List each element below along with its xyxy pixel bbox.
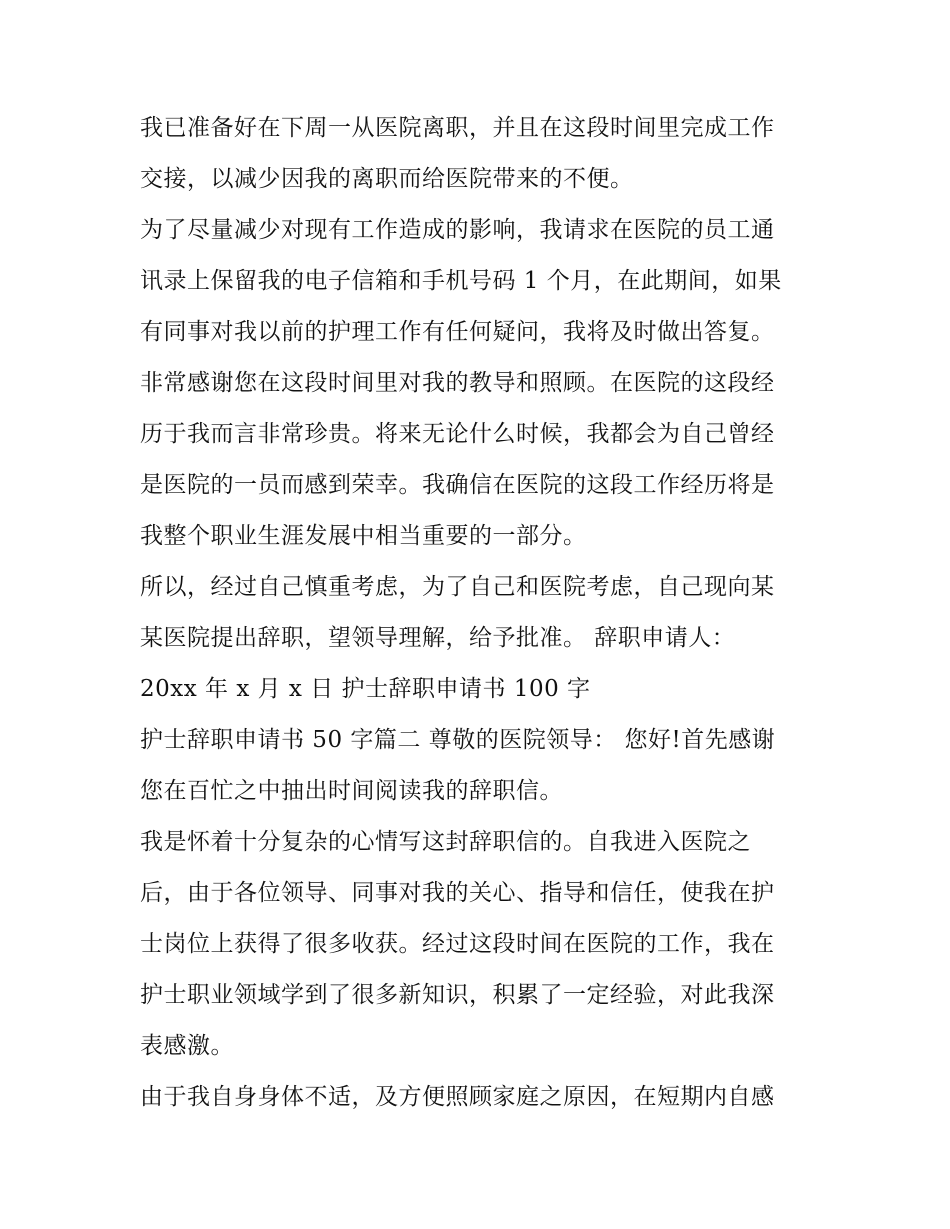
text-line: 我是怀着十分复杂的心情写这封辞职信的。自我进入医院之 <box>140 829 751 855</box>
text-line: 由于我自身身体不适，及方便照顾家庭之原因，在短期内自感 <box>140 1084 775 1110</box>
text-line: 士岗位上获得了很多收获。经过这段时间在医院的工作，我在 <box>140 931 775 957</box>
text-line: 表感激。 <box>140 1033 234 1059</box>
text-line: 讯录上保留我的电子信箱和手机号码 1 个月，在此期间，如果 <box>140 268 782 294</box>
text-line: 护士辞职申请书 50 字篇二 尊敬的医院领导： 您好!首先感谢 <box>140 727 776 753</box>
text-line: 为了尽量减少对现有工作造成的影响，我请求在医院的员工通 <box>140 217 775 243</box>
text-line: 后，由于各位领导、同事对我的关心、指导和信任，使我在护 <box>140 880 775 906</box>
text-line: 所以，经过自己慎重考虑，为了自己和医院考虑，自己现向某 <box>140 574 775 600</box>
text-line: 我整个职业生涯发展中相当重要的一部分。 <box>140 523 587 549</box>
text-line: 您在百忙之中抽出时间阅读我的辞职信。 <box>140 778 563 804</box>
text-line: 我已准备好在下周一从医院离职，并且在这段时间里完成工作 <box>140 115 775 141</box>
document-body <box>140 103 830 1123</box>
text-line: 有同事对我以前的护理工作有任何疑问，我将及时做出答复。 <box>140 319 775 345</box>
text-line: 非常感谢您在这段时间里对我的教导和照顾。在医院的这段经 <box>140 370 775 396</box>
text-line: 护士职业领域学到了很多新知识，积累了一定经验，对此我深 <box>140 982 775 1008</box>
text-line: 某医院提出辞职，望领导理解，给予批准。 辞职申请人： <box>140 625 736 651</box>
text-line: 交接，以减少因我的离职而给医院带来的不便。 <box>140 166 634 192</box>
text-line: 20xx 年 x 月 x 日 护士辞职申请书 100 字 <box>140 676 591 702</box>
text-line: 历于我而言非常珍贵。将来无论什么时候，我都会为自己曾经 <box>140 421 775 447</box>
text-line: 是医院的一员而感到荣幸。我确信在医院的这段工作经历将是 <box>140 472 775 498</box>
